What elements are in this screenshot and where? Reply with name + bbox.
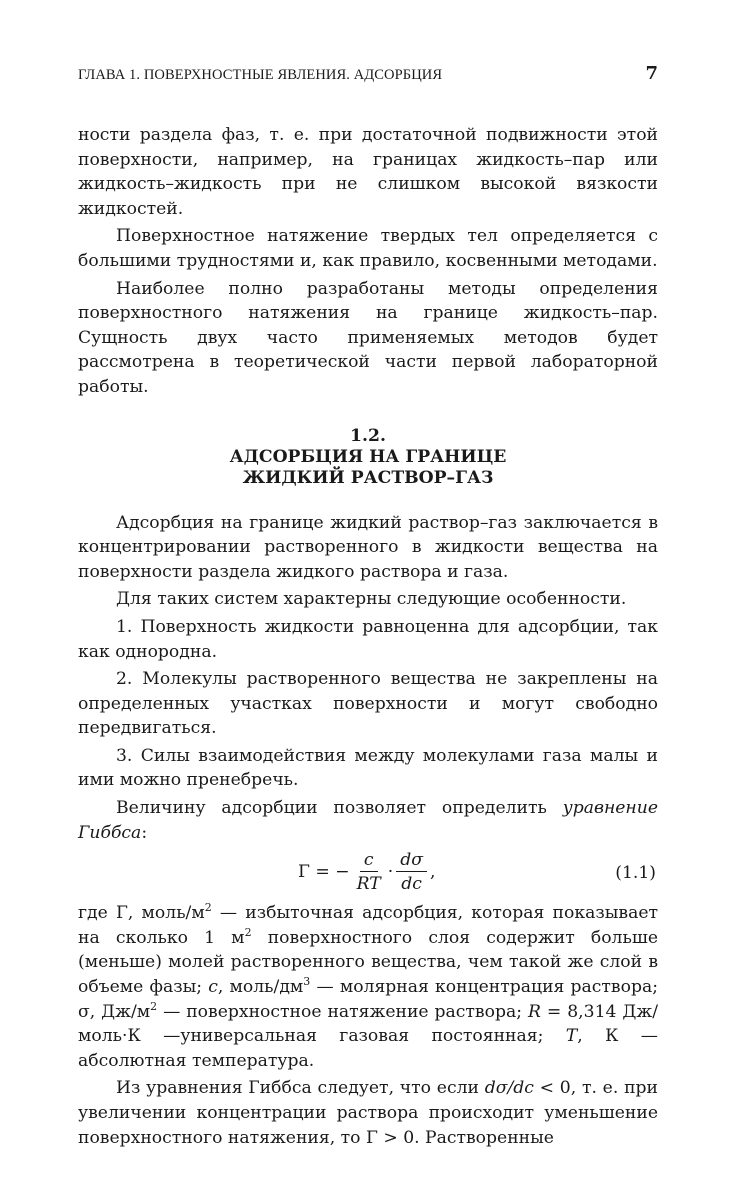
- paragraph-text: , моль/дм: [217, 977, 304, 998]
- page-header: [78, 64, 658, 88]
- section-title-line: АДСОРБЦИЯ НА ГРАНИЦЕ: [229, 446, 507, 467]
- math-expression: dσ/dc: [484, 1078, 534, 1099]
- paragraph: Наиболее полно разработаны методы определения поверхностного натяжения на границе жидкость–пар. Сущность двух часто применяемых методов будет рассмотрена в теоретической части первой лабораторной работы.: [78, 278, 658, 397]
- section-number: 1.2.: [350, 425, 386, 446]
- paragraph-text: Величину адсорбции позволяет определить: [116, 798, 563, 819]
- equation-row: [78, 847, 658, 901]
- superscript: 2: [204, 901, 212, 915]
- paragraph: Для таких систем характерны следующие особенности.: [116, 589, 627, 610]
- paragraph: [78, 1076, 658, 1150]
- fraction-numerator: dσ: [396, 849, 427, 872]
- paragraph-text: , К — абсолютная температура.: [78, 1026, 658, 1071]
- fraction: [353, 849, 385, 896]
- paragraph: Адсорбция на границе жидкий раствор–газ заключается в концентрировании растворенного в жидкости вещества на поверхности раздела жидкого раствора и газа.: [78, 512, 658, 582]
- paragraph-text: где Γ, моль/м: [78, 903, 205, 924]
- fraction-denominator: RT: [356, 874, 381, 895]
- fraction: [396, 849, 427, 896]
- math-variable: c: [208, 977, 218, 998]
- list-item: 2. Молекулы растворенного вещества не закреплены на определенных участках поверхности и могут свободно передвигаться.: [78, 669, 658, 739]
- gibbs-equation: [298, 849, 435, 896]
- section-heading: [78, 426, 658, 489]
- superscript: 2: [244, 925, 252, 939]
- paragraph: [78, 796, 658, 845]
- equation-comma: ,: [429, 862, 436, 883]
- equation-number: (1.1): [615, 863, 656, 884]
- paragraph-text: — избыточная адсорбция, которая показывает на сколько 1 м: [78, 903, 658, 948]
- paragraph-text: — поверхностное натяжение раствора;: [157, 1001, 528, 1022]
- section-title-line: ЖИДКИЙ РАСТВОР–ГАЗ: [242, 467, 494, 488]
- page-number: 7: [645, 63, 658, 84]
- paragraph-text: поверхностного слоя содержит больше (меньше) молей растворенного вещества, чем такой же слой в объеме фазы;: [78, 927, 658, 998]
- paragraph: Поверхностное натяжение твердых тел определяется с большими трудностями и, как правило, косвенными методами.: [78, 226, 658, 271]
- math-variable: T: [565, 1026, 578, 1047]
- superscript: 2: [150, 999, 158, 1013]
- fraction-denominator: dc: [401, 874, 422, 895]
- paragraph-text: :: [141, 822, 148, 843]
- math-variable: R: [527, 1001, 541, 1022]
- equation-lhs: Γ = −: [298, 862, 350, 883]
- paragraph: [78, 901, 658, 1073]
- multiply-dot: ·: [387, 862, 394, 883]
- paragraph: ности раздела фаз, т. е. при достаточной подвижности этой поверхности, например, на границах жидкость–пар или жидкость–жидкость при не слишком высокой вязкости жидкостей.: [78, 125, 658, 219]
- list-item: 3. Силы взаимодействия между молекулами газа малы и ими можно пренебречь.: [78, 745, 658, 791]
- page-content: [78, 123, 658, 1150]
- running-head: ГЛАВА 1. ПОВЕРХНОСТНЫЕ ЯВЛЕНИЯ. АДСОРБЦИЯ: [78, 67, 443, 83]
- list-item: 1. Поверхность жидкости равноценна для адсорбции, так как однородна.: [78, 616, 658, 662]
- paragraph-text: < 0, т. е. при увеличении концентрации раствора происходит уменьшение поверхностного натяжения, то Γ > 0. Растворенные: [78, 1078, 658, 1148]
- fraction-numerator: c: [360, 849, 378, 872]
- paragraph-text: Из уравнения Гиббса следует, что если: [116, 1078, 485, 1099]
- emphasis-text: уравнение Гиббса: [78, 798, 658, 843]
- superscript: 3: [303, 975, 311, 989]
- paragraph-text: = 8,314 Дж/моль·К —универсальная газовая постоянная;: [78, 1001, 658, 1047]
- paragraph-text: — молярная концентрация раствора; σ, Дж/м: [78, 977, 658, 1022]
